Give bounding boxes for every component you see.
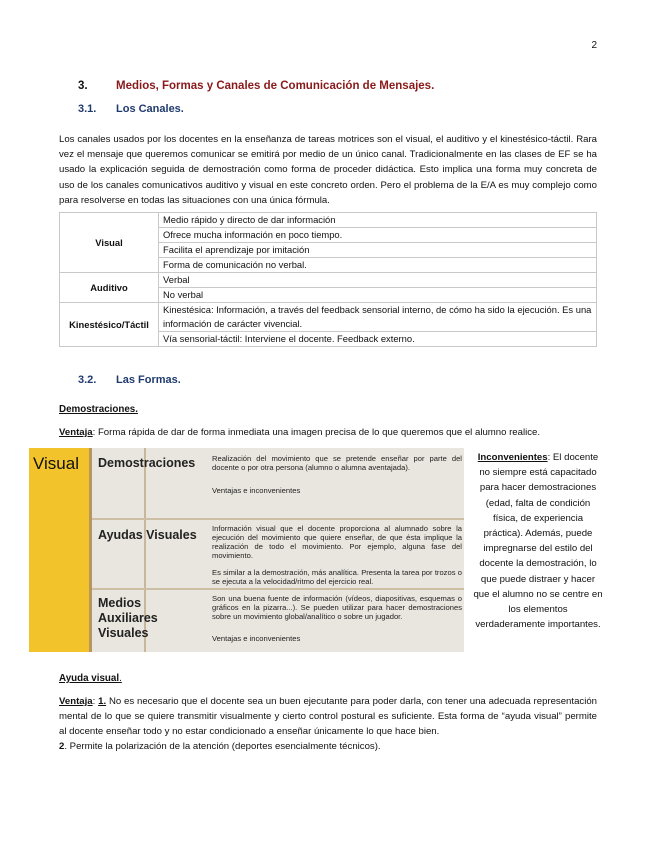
section-3-title: Medios, Formas y Canales de Comunicación de Mensajes.	[116, 80, 435, 92]
figure-row-desc: Son una buena fuente de información (vídeos, diapositivas, esquemas o gráficos en la pizarra...). Se pueden utilizar para hacer demostraciones sobre un movimiento global/analítico o sobre un jugador.	[212, 594, 462, 621]
figure-row-desc: Realización del movimiento que se pretende enseñar por parte del docente o por otra persona (alumno o alumna aventajada).	[212, 454, 462, 472]
inconvenientes-text: : El docente no siempre está capacitado para hacer demostraciones (edad, falta de condición física, de experiencia práctica). Además, puede impregnarse del estilo del docente la demostración, lo que puede distraer y hacer que el alumno no se centre en los elementos verdaderamente importantes.	[473, 452, 603, 631]
table-cell: Kinestésica: Información, a través del feedback sensorial interno, de cómo ha sido la ejecución. Es una información de carácter vivencial.	[159, 303, 597, 332]
figure-row-medios-auxiliares	[92, 590, 464, 652]
point-1-text: No es necesario que el docente sea un buen ejecutante para poder darla, con tener una adecuada representación mental de lo que se quiere transmitir visualmente y cierto control postural es suficiente. Esta forma de “ayuda visual” permite al docente enseñar todo y no estar condicionado a enseñar únicamente lo que hace bien.	[59, 696, 597, 737]
ayuda-visual-ventaja	[59, 694, 597, 754]
inconvenientes-note	[473, 450, 603, 632]
table-cell: Verbal	[159, 273, 597, 288]
point-2-text: . Permite la polarización de la atención (deportes esencialmente técnicos).	[64, 741, 381, 752]
section-3-2-heading	[78, 374, 181, 386]
figure-row-extra: Ventajas e inconvenientes	[212, 486, 301, 495]
section-3-1-title: Los Canales.	[116, 103, 184, 115]
ventaja-label: Ventaja	[59, 696, 93, 707]
channel-visual-label: Visual	[60, 213, 159, 273]
point-1-number: 1.	[98, 696, 107, 707]
demostraciones-heading: Demostraciones.	[59, 404, 138, 415]
visual-label: Visual	[33, 454, 79, 473]
ayuda-visual-dot: .	[119, 673, 122, 684]
page-number: 2	[591, 40, 597, 51]
channels-paragraph: Los canales usados por los docentes en la enseñanza de tareas motrices son el visual, el auditivo y el kinestésico-táctil. Rara vez el mensaje que queremos comunicar se emitirá por medio de un único canal. Tradicionalmente en las clases de EF se ha usado la explicación seguida de demostración como forma de proceder didáctica. Esto implica una forma muy concreta de uso de los canales comunicativos auditivo y visual en este concreto orden. Pero el problema de la E/A es muy complejo como para resolverse en todas las situaciones con una única fórmula.	[59, 134, 597, 206]
table-cell: No verbal	[159, 288, 597, 303]
table-cell: Facilita el aprendizaje por imitación	[159, 243, 597, 258]
table-cell: Vía sensorial-táctil: Interviene el docente. Feedback externo.	[159, 332, 597, 347]
channel-auditivo-label: Auditivo	[60, 273, 159, 303]
figure-row-demostraciones	[92, 448, 464, 518]
section-3-1-heading	[78, 103, 184, 115]
section-3-2-number: 3.2.	[78, 374, 97, 386]
inconvenientes-label: Inconvenientes	[477, 452, 548, 463]
table-cell: Medio rápido y directo de dar información	[159, 213, 597, 228]
visual-label-box	[29, 448, 89, 652]
point-2-number: 2	[59, 741, 65, 752]
ventaja-label: Ventaja	[59, 427, 93, 438]
visual-forms-figure	[29, 448, 464, 652]
figure-row-name: Medios Auxiliares Visuales	[98, 596, 158, 640]
section-3-2-title: Las Formas.	[116, 374, 181, 386]
ventaja-colon: :	[92, 696, 99, 707]
ayuda-visual-heading	[59, 673, 122, 684]
ventaja-text: : Forma rápida de dar de forma inmediata una imagen precisa de lo que queremos que el alumno realice.	[92, 427, 541, 438]
ayuda-visual-title: Ayuda visual	[59, 673, 120, 684]
figure-row-name: Demostraciones	[98, 456, 196, 470]
demostraciones-ventaja	[59, 425, 597, 440]
section-3-number: 3.	[78, 80, 88, 92]
channel-kinestesico-label: Kinestésico/Táctil	[60, 303, 159, 347]
figure-row-extra: Ventajas e inconvenientes	[212, 634, 301, 643]
section-3-heading	[78, 80, 434, 92]
figure-row-extra: Es similar a la demostración, más analítica. Presenta la tarea por trozos o se ejecuta a la velocidad/ritmo del ejercicio real.	[212, 568, 462, 586]
table-cell: Ofrece mucha información en poco tiempo.	[159, 228, 597, 243]
channels-table	[59, 212, 597, 347]
figure-row-name: Ayudas Visuales	[98, 528, 197, 542]
figure-row-ayudas-visuales	[92, 520, 464, 588]
figure-row-desc: Información visual que el docente proporciona al alumnado sobre la ejecución del movimiento que quiere enseñar, de que ésta implique la realización de todo el movimiento. Por ejemplo, alguna fase del movimiento.	[212, 524, 462, 560]
table-cell: Forma de comunicación no verbal.	[159, 258, 597, 273]
section-3-1-number: 3.1.	[78, 103, 97, 115]
